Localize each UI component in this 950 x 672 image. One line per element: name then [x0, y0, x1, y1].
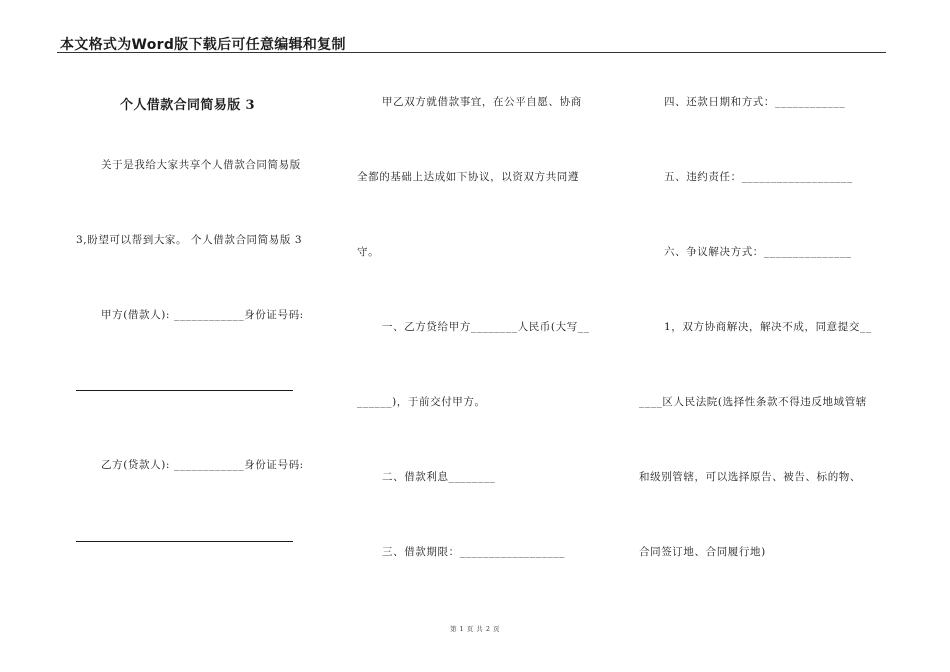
party-a-id-blank [76, 390, 293, 391]
clause-line-3: 和级别管辖，可以选择原告、被告、标的物、 [639, 471, 861, 483]
item-5-line: 五、违约责任：___________________ [664, 171, 853, 183]
party-b-id-blank [76, 541, 293, 542]
header-title: 本文格式为Word版下载后可任意编辑和复制 [60, 37, 346, 53]
page-footer: 第 1 页 共 2 页 [449, 625, 501, 633]
party-b-line: 乙方(贷款人): ____________身份证号码: [101, 459, 304, 471]
item-4-line: 四、还款日期和方式：____________ [664, 96, 846, 108]
item-2-line: 二、借款利息________ [382, 471, 496, 483]
preamble-line-2: 全都的基础上达成如下协议，以资双方共同遵 [357, 171, 579, 183]
party-a-line: 甲方(借款人): ____________身份证号码: [101, 309, 304, 321]
preamble-line-1: 甲乙双方就借款事宜，在公平自愿、协商 [382, 96, 582, 108]
header-divider [57, 52, 886, 53]
item-1-line-1: 一、乙方贷给甲方________人民币(大写__ [382, 321, 590, 333]
item-1-line-2: ______)，于前交付甲方。 [357, 396, 486, 408]
clause-line-1: 1，双方协商解决，解决不成，同意提交__ [664, 321, 872, 333]
document-title: 个人借款合同简易版 3 [120, 98, 255, 113]
clause-line-2: ____区人民法院(选择性条款不得违反地域管辖 [639, 396, 867, 408]
intro-line-2: 3,盼望可以帮到大家。 个人借款合同简易版 3 [76, 234, 303, 246]
preamble-line-3: 守。 [357, 246, 380, 258]
item-6-line: 六、争议解决方式：_______________ [664, 246, 852, 258]
item-3-line: 三、借款期限：__________________ [382, 546, 565, 558]
clause-line-4: 合同签订地、合同履行地) [639, 546, 766, 558]
intro-line-1: 关于是我给大家共享个人借款合同简易版 [101, 159, 301, 171]
